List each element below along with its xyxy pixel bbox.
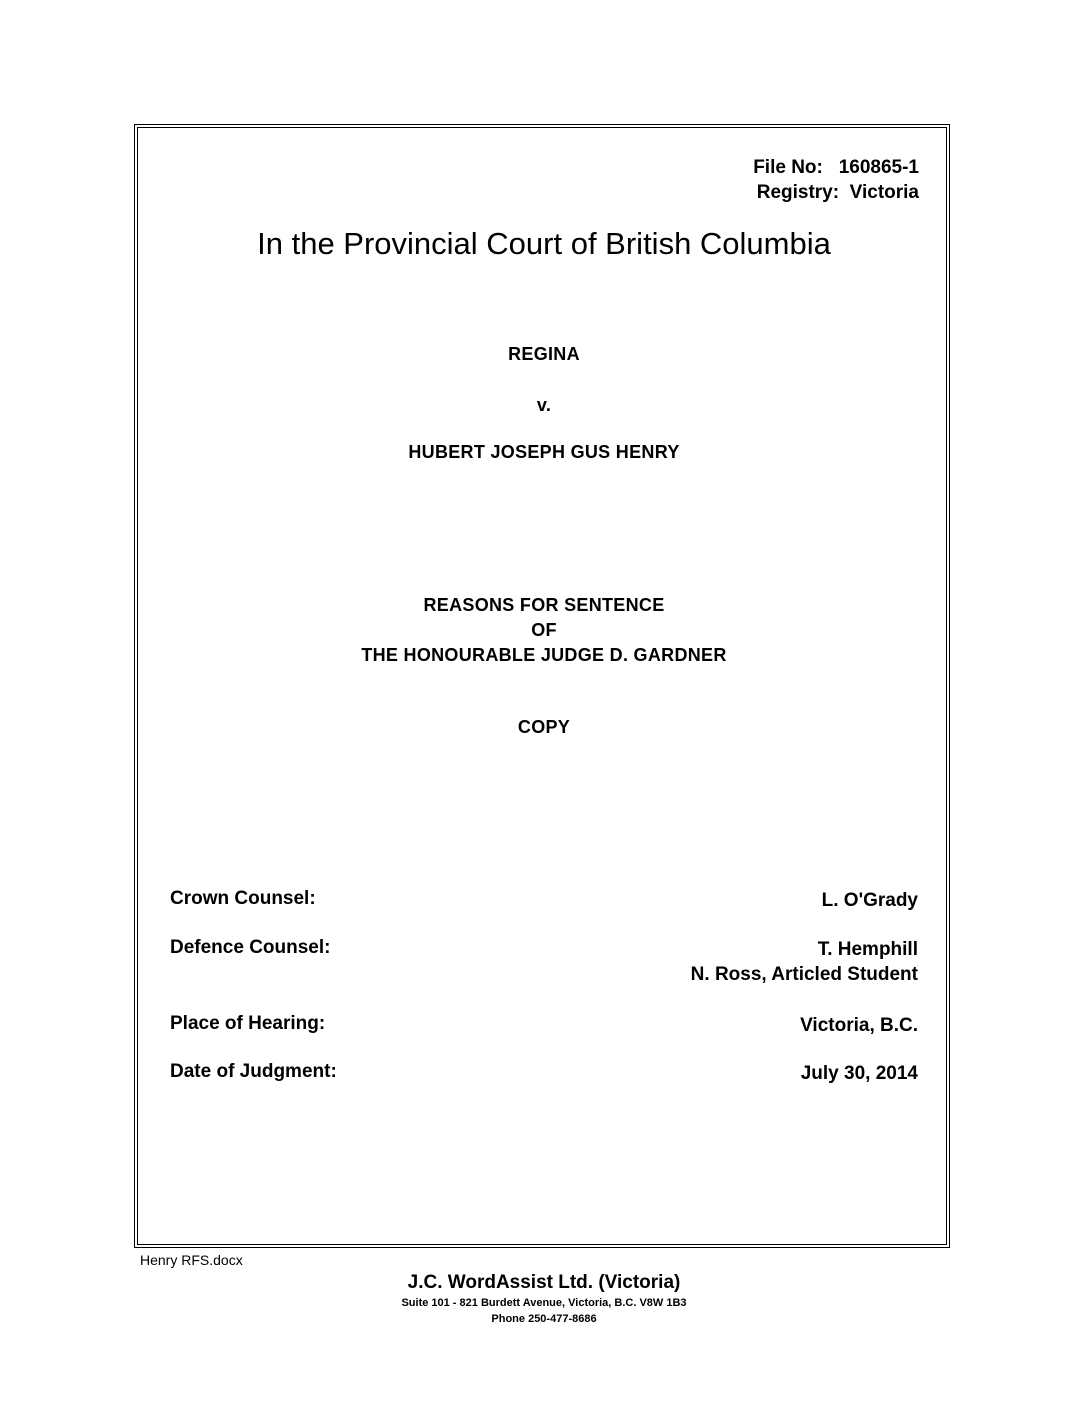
defence-counsel-label: Defence Counsel: xyxy=(170,937,331,958)
registry-label: Registry: xyxy=(756,182,840,203)
file-no-row xyxy=(753,155,919,180)
date-of-judgment-label: Date of Judgment: xyxy=(170,1061,337,1082)
crown-counsel-label: Crown Counsel: xyxy=(170,888,316,909)
footer-address: Suite 101 - 821 Burdett Avenue, Victoria, B.C. V8W 1B3 xyxy=(401,1297,687,1309)
versus-label: v. xyxy=(536,395,552,415)
crown-counsel-value: L. O'Grady xyxy=(821,890,918,911)
file-info xyxy=(753,155,919,205)
registry-value: Victoria xyxy=(849,182,919,203)
place-of-hearing-value: Victoria, B.C. xyxy=(800,1015,918,1036)
defendant-name: HUBERT JOSEPH GUS HENRY xyxy=(408,442,680,462)
footer-company-name: J.C. WordAssist Ltd. (Victoria) xyxy=(407,1272,681,1293)
copy-label: COPY xyxy=(517,717,571,737)
court-title: In the Provincial Court of British Columbia xyxy=(257,226,831,261)
registry-row xyxy=(753,180,919,205)
plaintiff-name: REGINA xyxy=(508,344,580,364)
date-of-judgment-value: July 30, 2014 xyxy=(800,1063,918,1084)
place-of-hearing-label: Place of Hearing: xyxy=(170,1013,326,1034)
reasons-line-3: THE HONOURABLE JUDGE D. GARDNER xyxy=(361,645,727,665)
reasons-line-2: OF xyxy=(531,620,557,640)
reasons-line-1: REASONS FOR SENTENCE xyxy=(423,595,665,615)
defence-counsel-name-1: T. Hemphill xyxy=(817,939,918,960)
file-no-value: 160865-1 xyxy=(838,157,919,178)
defence-counsel-name-2: N. Ross, Articled Student xyxy=(690,964,918,985)
defence-counsel-value xyxy=(691,937,918,987)
file-no-label: File No: xyxy=(753,157,823,178)
document-file-name: Henry RFS.docx xyxy=(140,1252,243,1268)
footer-phone: Phone 250-477-8686 xyxy=(491,1313,597,1325)
